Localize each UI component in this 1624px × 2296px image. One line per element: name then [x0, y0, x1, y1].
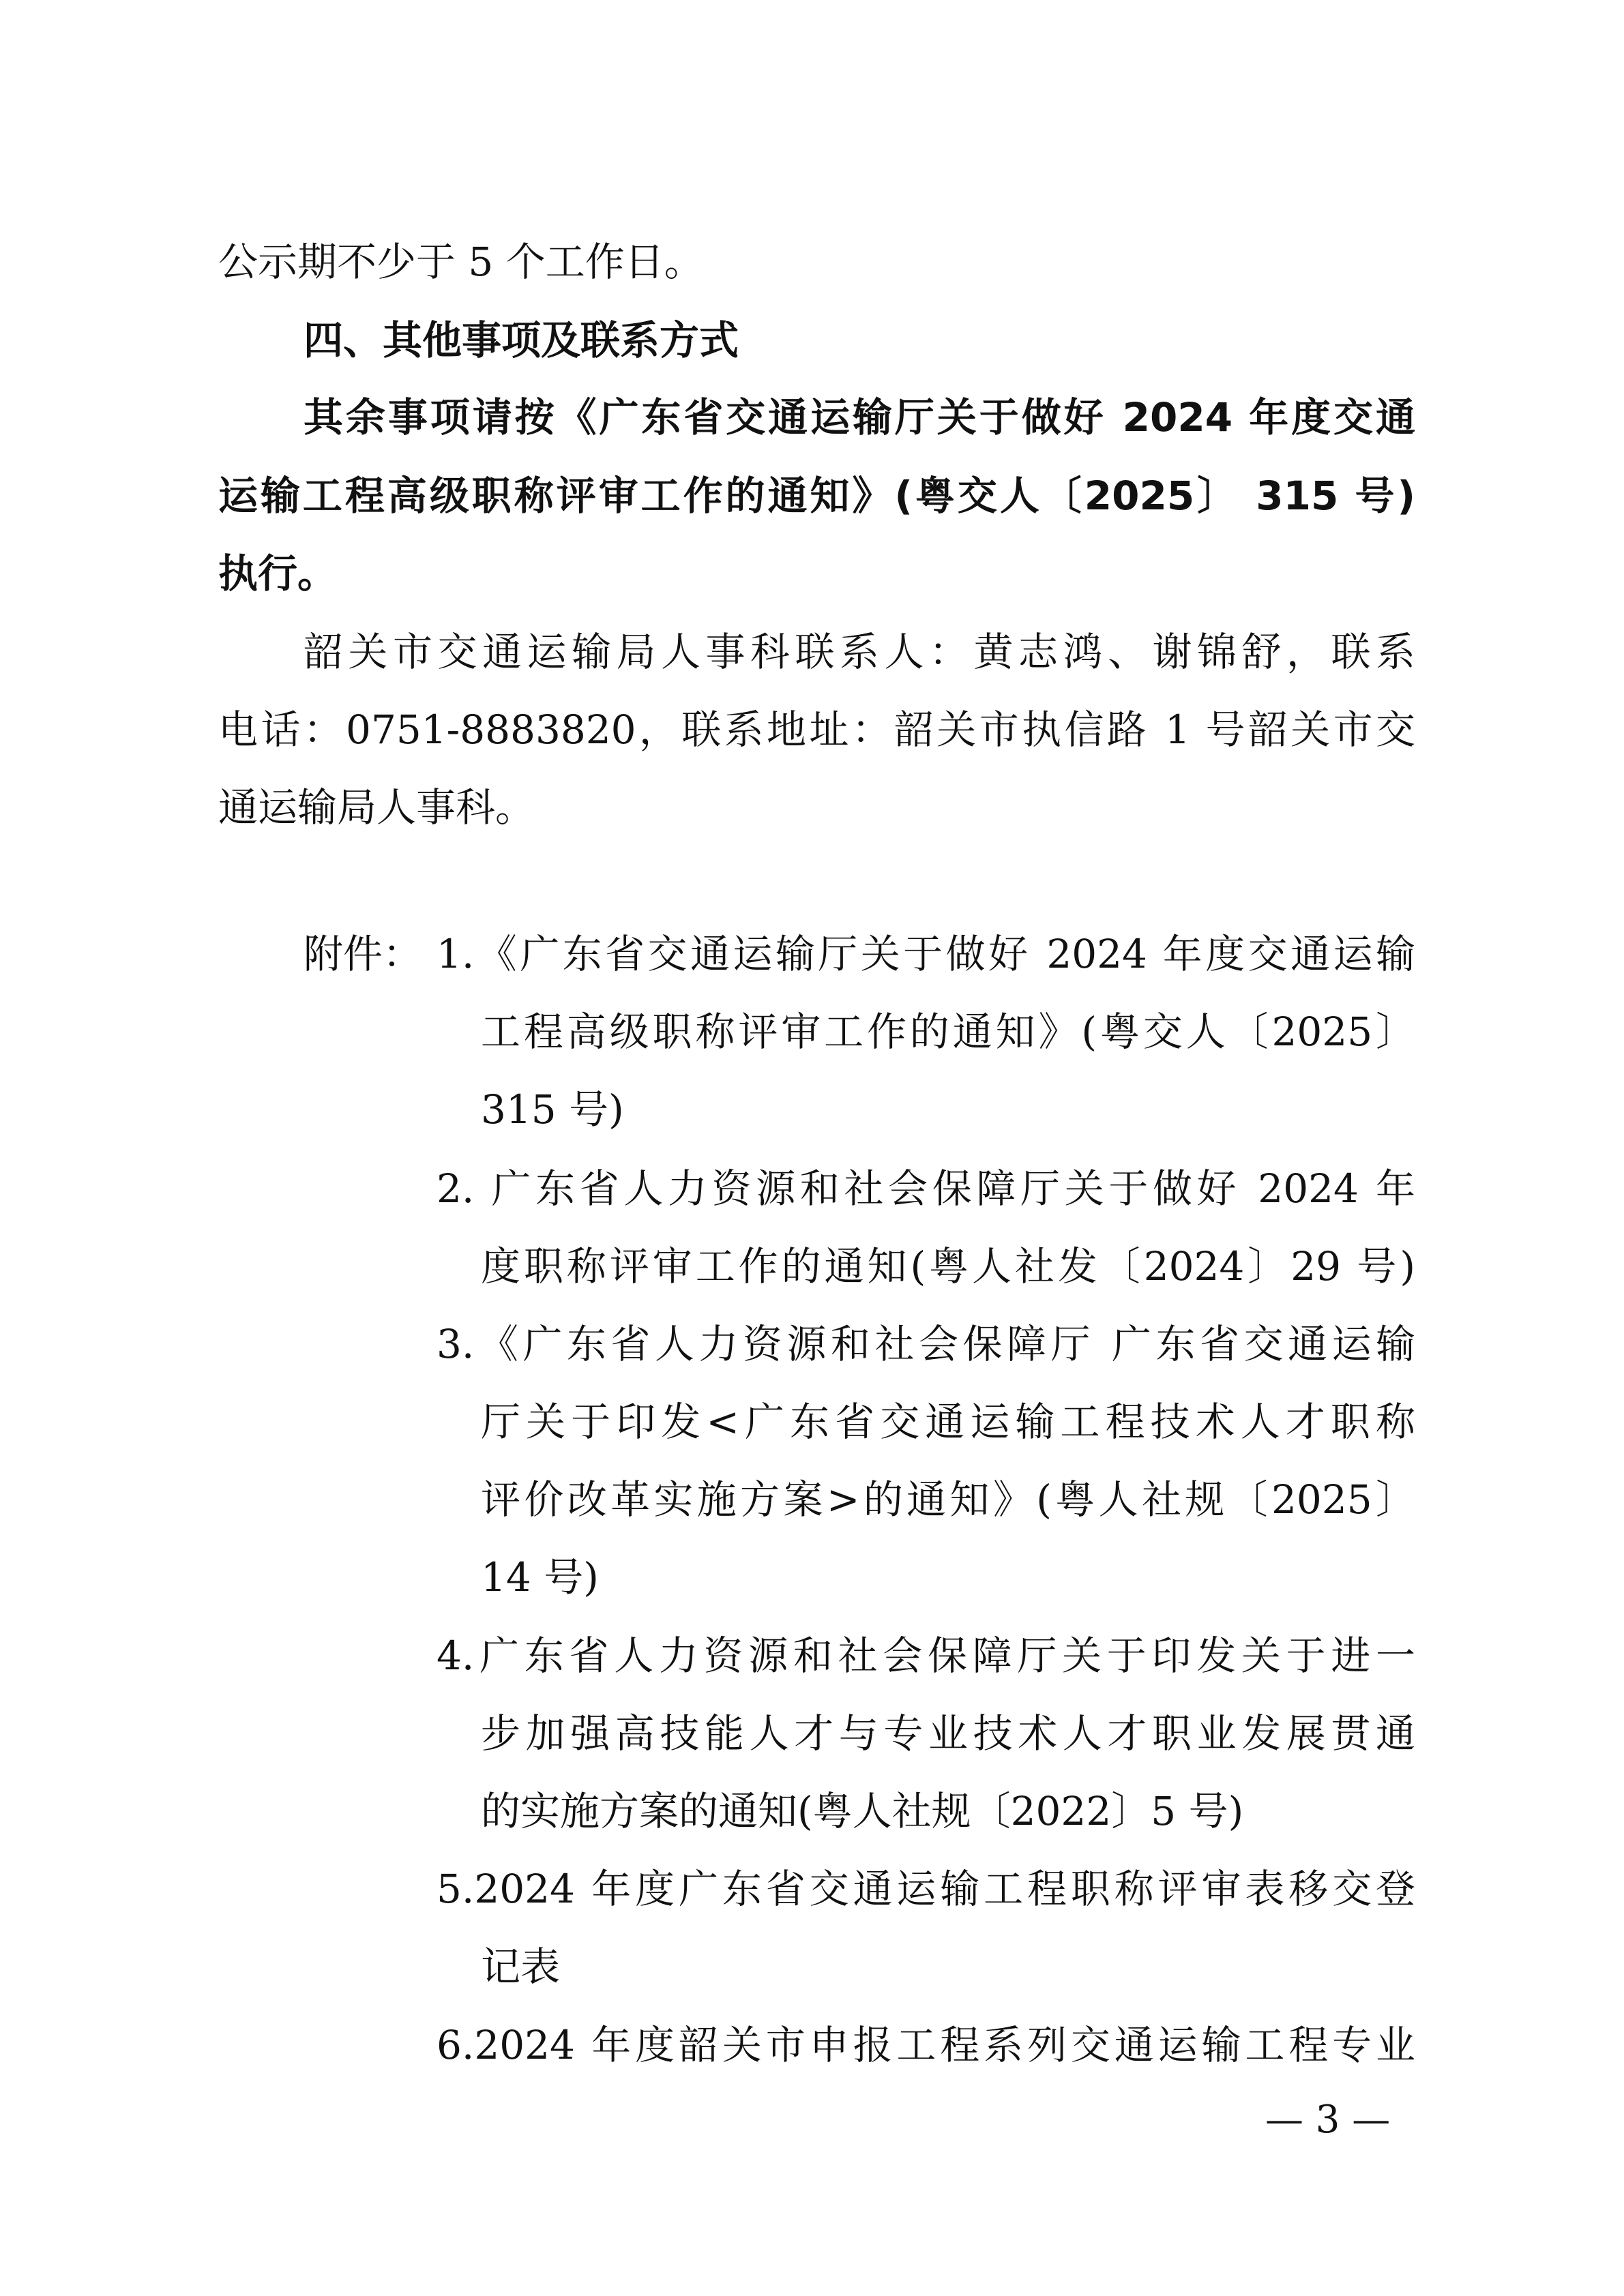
para1-line1: 其余事项请按《广东省交通运输厅关于做好 2024 年度交通	[304, 394, 1415, 441]
section-heading-other-matters: 四、其他事项及联系方式	[304, 317, 739, 363]
attachment-3-line4: 14 号)	[481, 1554, 599, 1600]
attachment-4-line2: 步加强高技能人才与专业技术人才职业发展贯通	[481, 1710, 1415, 1757]
contact-line3: 通运输局人事科。	[218, 784, 535, 831]
attachment-2-line1: 2. 广东省人力资源和社会保障厅关于做好 2024 年	[437, 1165, 1415, 1212]
attachment-6-line1: 6.2024 年度韶关市申报工程系列交通运输工程专业	[437, 2022, 1415, 2068]
attachments-label: 附件：	[304, 931, 423, 977]
attachment-3-line3: 评价改革实施方案>的通知》(粤人社规〔2025〕	[481, 1476, 1415, 1523]
attachment-4-line3: 的实施方案的通知(粤人社规〔2022〕5 号)	[481, 1788, 1244, 1834]
para1-line2: 运输工程高级职称评审工作的通知》(粤交人〔2025〕 315 号)	[218, 473, 1415, 519]
body-line-public-notice: 公示期不少于 5 个工作日。	[218, 239, 704, 285]
attachment-3-line1: 3.《广东省人力资源和社会保障厅 广东省交通运输	[437, 1321, 1415, 1367]
attachment-4-line1: 4.广东省人力资源和社会保障厅关于印发关于进一	[437, 1632, 1415, 1679]
page-number: — 3 —	[1265, 2098, 1391, 2142]
attachment-3-line2: 厅关于印发<广东省交通运输工程技术人才职称	[481, 1399, 1415, 1445]
attachment-1-line3: 315 号)	[481, 1086, 624, 1133]
attachment-1-line2: 工程高级职称评审工作的通知》(粤交人〔2025〕	[481, 1009, 1415, 1055]
contact-line1: 韶关市交通运输局人事科联系人：黄志鸿、谢锦舒，联系	[304, 629, 1415, 675]
attachment-5-line1: 5.2024 年度广东省交通运输工程职称评审表移交登	[437, 1866, 1415, 1912]
attachment-2-line2: 度职称评审工作的通知(粤人社发〔2024〕29 号)	[481, 1243, 1415, 1289]
attachment-1-line1: 1.《广东省交通运输厅关于做好 2024 年度交通运输	[437, 931, 1415, 977]
attachment-5-line2: 记表	[481, 1943, 561, 1990]
contact-line2: 电话：0751-8883820，联系地址：韶关市执信路 1 号韶关市交	[218, 706, 1415, 753]
para1-line3: 执行。	[218, 550, 338, 597]
